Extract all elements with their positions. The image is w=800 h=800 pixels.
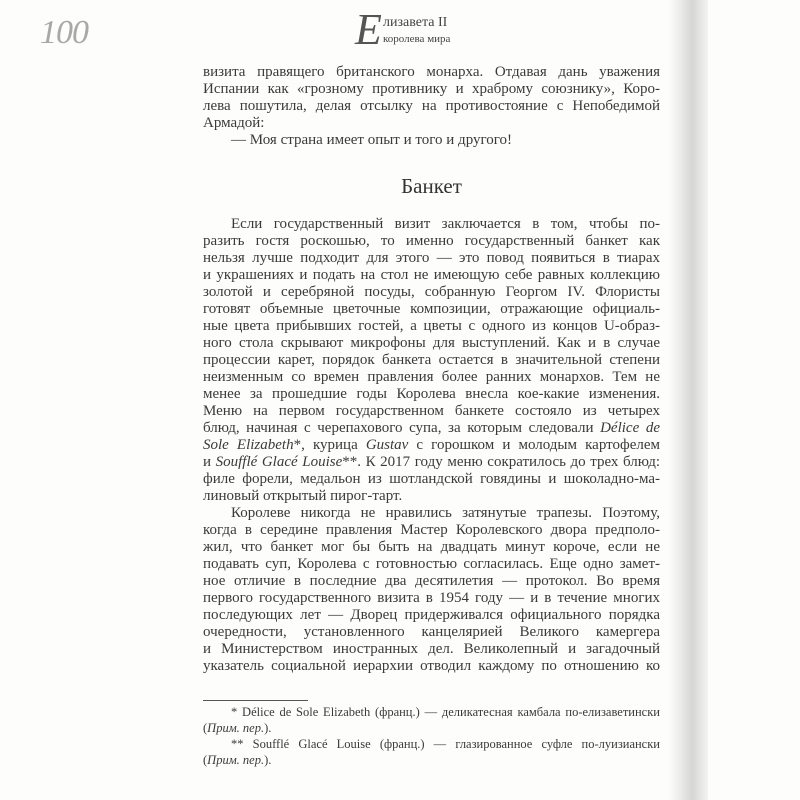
text-segment: жил, что банкет мог бы быть на двадцать минут короче, если не: [203, 539, 660, 555]
text-line: [203, 98, 660, 115]
footnote-line: [203, 736, 660, 752]
text-line: [203, 81, 660, 98]
text-segment: ).: [264, 753, 272, 767]
intro-paragraph: [203, 64, 660, 149]
text-segment: готовят объемные цветочные композиции, отражающие официаль-: [203, 301, 660, 317]
text-segment: ** Soufflé Glacé Louise (франц.) — глазированное суфле по-луизиански: [231, 737, 660, 751]
text-line: [203, 301, 660, 318]
footnotes: [203, 704, 660, 768]
text-segment: Испании как «грозному противнику и храброму союзнику», Коро-: [203, 81, 660, 97]
text-line: [203, 352, 660, 369]
text-segment: и Министерством иностранных дел. Великолепный и загадочный: [203, 641, 660, 657]
text-line: [203, 539, 660, 556]
text-line: [203, 318, 660, 335]
text-segment: *, курица: [293, 437, 366, 453]
text-line: [203, 624, 660, 641]
footnote-rule: [203, 700, 308, 701]
section-heading: Банкет: [401, 174, 462, 198]
text-line: [203, 216, 660, 233]
text-segment: первого государственного визита в 1954 году — и в течение многих: [203, 590, 660, 606]
text-line: [203, 132, 660, 149]
italic-text: Soufflé Glacé Louise: [215, 454, 343, 470]
text-line: [203, 658, 660, 675]
text-line: [203, 573, 660, 590]
text-line: [203, 369, 660, 386]
page-gutter-shadow: [668, 0, 708, 800]
text-segment: Если государственный визит заключается в том, чтобы по-: [231, 216, 660, 232]
page-number: 100: [40, 14, 88, 51]
text-line: [203, 471, 660, 488]
text-segment: линовый открытый пирог-тарт.: [203, 488, 403, 504]
footnote-line: [203, 704, 660, 720]
text-line: [203, 64, 660, 81]
italic-text: Gustav: [365, 437, 409, 453]
text-segment: * Délice de Sole Elizabeth (франц.) — деликатесная камбала по-елизаветински: [231, 705, 660, 719]
text-segment: филе форели, медальон из шотландской говядины и шоколадно-ма-: [203, 471, 660, 487]
text-segment: ное отличие в последние два десятилетия — протокол. Во время: [203, 573, 660, 589]
text-line: [203, 488, 660, 505]
text-segment: Королеве никогда не нравились затянутые трапезы. Поэтому,: [231, 505, 660, 521]
italic-text: Прим. пер.: [207, 753, 265, 767]
text-segment: ного стола скрывают микрофоны для выступлений. Как и в случае: [203, 335, 660, 351]
text-line: [203, 284, 660, 301]
text-segment: ).: [264, 721, 272, 735]
footnote-line: [203, 752, 660, 768]
text-segment: неизменным со времен правления более ранних монархов. Тем не: [203, 369, 660, 385]
text-line: [203, 556, 660, 573]
text-segment: и: [203, 454, 216, 470]
footnote-line: [203, 720, 660, 736]
text-line: [203, 403, 660, 420]
text-segment: Меню на первом государственном банкете состояло из четырех: [203, 403, 660, 419]
italic-text: Délice de: [600, 420, 660, 436]
text-segment: золотой и серебряной посуды, собранную Георгом IV. Флористы: [203, 284, 660, 300]
text-line: [203, 267, 660, 284]
italic-text: Sole Elizabeth: [203, 437, 294, 453]
text-line: [203, 335, 660, 352]
text-line: [203, 250, 660, 267]
body-text: [203, 216, 660, 675]
text-line: [203, 115, 660, 132]
text-segment: и украшениях и подать на стол не имеющую себе равных коллекцию: [203, 267, 660, 283]
running-title-initial: Е: [355, 5, 382, 54]
text-segment: — Моя страна имеет опыт и того и другого!: [231, 132, 513, 148]
text-line: [203, 590, 660, 607]
running-subtitle: королева мира: [383, 33, 451, 45]
text-segment: разить гостя роскошью, то именно государственный банкет как: [203, 233, 660, 249]
text-segment: визита правящего британского монарха. Отдавая дань уважения: [203, 64, 660, 80]
text-segment: когда в середине правления Мастер Королевского двора предполо-: [203, 522, 660, 538]
running-header: [355, 6, 505, 56]
text-line: [203, 386, 660, 403]
text-segment: подавать суп, Королева с готовностью согласилась. Еще одно замет-: [203, 556, 660, 572]
text-line: [203, 437, 660, 454]
running-title: лизавета II: [383, 15, 448, 30]
text-segment: нельзя лучше подходит для этого — это повод появиться в тиарах: [203, 250, 660, 266]
text-line: [203, 505, 660, 522]
text-line: [203, 607, 660, 624]
text-segment: менее за прошедшие годы Королева внесла кое-какие изменения.: [203, 386, 660, 402]
text-segment: Армадой:: [203, 115, 265, 131]
text-segment: с горошком и молодым картофелем: [408, 437, 660, 453]
text-segment: последующих лет — Дворец придерживался официального порядка: [203, 607, 660, 623]
text-segment: очередности, установленного канцелярией Великого камергера: [203, 624, 660, 640]
text-line: [203, 641, 660, 658]
text-segment: блюд, начиная с черепахового супа, за которым следовали: [203, 420, 601, 436]
text-line: [203, 522, 660, 539]
text-segment: указатель социальной иерархии отводил каждому по отношению ко: [203, 658, 660, 674]
italic-text: Прим. пер.: [207, 721, 265, 735]
text-segment: **. К 2017 году меню сократилось до трех блюд:: [342, 454, 661, 470]
text-segment: (: [203, 753, 208, 767]
text-segment: ные цвета прибывших гостей, а цветы с одного из концов U-образ-: [203, 318, 660, 334]
text-segment: процессии карет, порядок банкета остается в значительной степени: [203, 352, 660, 368]
text-line: [203, 233, 660, 250]
text-segment: лева пошутила, делая отсылку на противостояние с Непобедимой: [203, 98, 660, 114]
text-line: [203, 420, 660, 437]
text-line: [203, 454, 660, 471]
text-segment: (: [203, 721, 208, 735]
